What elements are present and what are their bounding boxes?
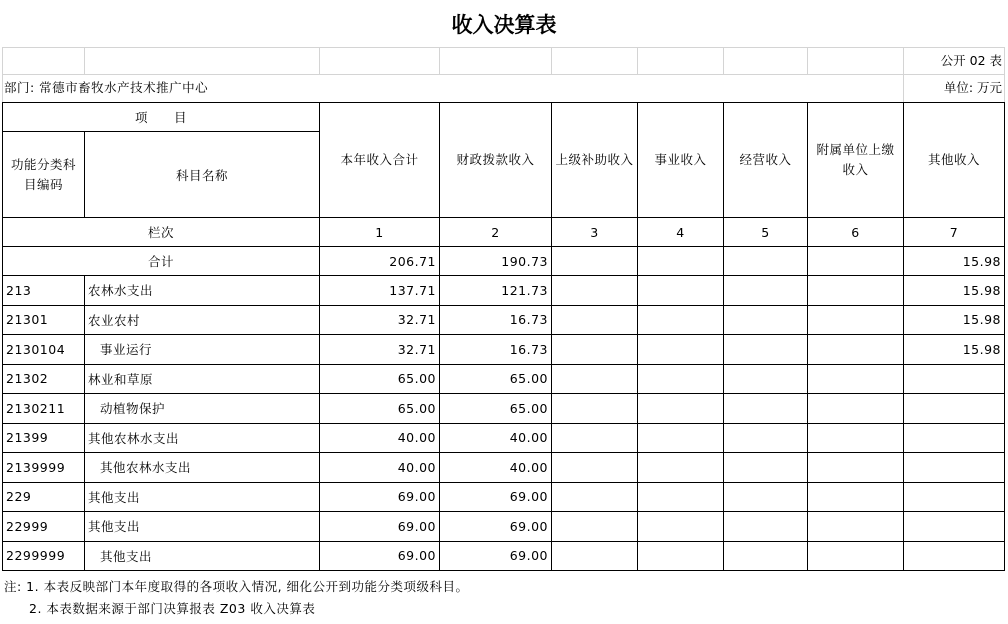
func-code-cell: 2130104 [3,335,85,365]
value-cell [904,453,1005,483]
total-cell [808,247,904,276]
total-row [3,247,1005,276]
col-header: 附属单位上缴收入 [808,103,904,218]
value-cell: 40.00 [440,423,552,453]
footnotes [4,576,469,620]
index-num: 3 [552,218,638,247]
index-row [3,218,1005,247]
value-cell: 40.00 [440,453,552,483]
gridline [637,47,638,74]
footnote-2: 2. 本表数据来源于部门决算报表 Z03 收入决算表 [29,601,316,616]
page-title: 收入决算表 [451,12,557,37]
value-cell: 15.98 [904,335,1005,365]
value-cell [552,512,638,542]
value-cell: 121.73 [440,276,552,306]
table-row [3,394,1005,424]
value-cell [904,541,1005,571]
table-row [3,276,1005,306]
gridline [319,47,320,74]
total-cell: 15.98 [904,247,1005,276]
total-cell: 206.71 [320,247,440,276]
subject-name-cell: 其他农林水支出 [85,423,320,453]
table-row [3,541,1005,571]
table-row [3,423,1005,453]
col-header: 经营收入 [724,103,808,218]
func-code-cell: 213 [3,276,85,306]
value-cell: 69.00 [320,541,440,571]
value-cell: 69.00 [440,512,552,542]
value-cell [724,364,808,394]
table-row [3,453,1005,483]
value-cell: 40.00 [320,453,440,483]
value-cell [638,453,724,483]
value-cell: 65.00 [440,364,552,394]
value-cell [552,541,638,571]
value-cell [904,364,1005,394]
table-row [3,335,1005,365]
value-cell [552,276,638,306]
total-cell [724,247,808,276]
footnote-1: 注: 1. 本表反映部门本年度取得的各项收入情况, 细化公开到功能分类项级科目。 [4,579,469,594]
total-cell: 190.73 [440,247,552,276]
gridline [723,47,724,74]
value-cell [808,305,904,335]
value-cell [724,394,808,424]
subject-name-cell: 事业运行 [85,335,320,365]
value-cell [724,512,808,542]
value-cell [638,276,724,306]
index-num: 2 [440,218,552,247]
value-cell: 69.00 [320,482,440,512]
index-num: 5 [724,218,808,247]
value-cell: 32.71 [320,335,440,365]
func-code-cell: 21302 [3,364,85,394]
value-cell: 15.98 [904,305,1005,335]
value-cell: 137.71 [320,276,440,306]
value-cell [638,305,724,335]
gridline [1004,47,1005,102]
func-code-cell: 21301 [3,305,85,335]
value-cell: 40.00 [320,423,440,453]
value-cell [904,512,1005,542]
col-header: 财政拨款收入 [440,103,552,218]
value-cell [724,482,808,512]
table-row [3,364,1005,394]
func-code-cell: 2139999 [3,453,85,483]
value-cell [724,423,808,453]
value-cell [724,276,808,306]
index-label: 栏次 [3,218,320,247]
value-cell [904,394,1005,424]
gridline [84,47,85,74]
value-cell [552,453,638,483]
value-cell: 15.98 [904,276,1005,306]
gridline [551,47,552,74]
value-cell [638,423,724,453]
value-cell [808,541,904,571]
subject-name-header: 科目名称 [85,132,320,218]
subject-name-cell: 农林水支出 [85,276,320,306]
value-cell: 16.73 [440,305,552,335]
income-table [2,102,1005,571]
index-num: 1 [320,218,440,247]
value-cell: 69.00 [440,541,552,571]
form-number: 公开 02 表 [940,53,1002,68]
total-cell [638,247,724,276]
subject-name-cell: 其他支出 [85,541,320,571]
value-cell [638,541,724,571]
subject-name-cell: 其他支出 [85,512,320,542]
gridline [807,47,808,74]
gridline [2,47,1004,48]
unit-label: 单位: 万元 [943,80,1002,95]
value-cell [552,423,638,453]
func-code-cell: 2299999 [3,541,85,571]
total-label: 合计 [3,247,320,276]
value-cell [808,453,904,483]
table-row [3,305,1005,335]
col-header: 上级补助收入 [552,103,638,218]
subject-name-cell: 其他支出 [85,482,320,512]
table-row [3,482,1005,512]
value-cell: 69.00 [440,482,552,512]
func-code-cell: 22999 [3,512,85,542]
subject-name-cell: 农业农村 [85,305,320,335]
header-row-1 [3,103,1005,132]
subject-name-cell: 其他农林水支出 [85,453,320,483]
value-cell: 65.00 [320,364,440,394]
value-cell [808,335,904,365]
value-cell [808,423,904,453]
value-cell [552,364,638,394]
value-cell: 69.00 [320,512,440,542]
value-cell [808,276,904,306]
col-header: 事业收入 [638,103,724,218]
subject-name-cell: 林业和草原 [85,364,320,394]
department-label: 部门: 常德市畜牧水产技术推广中心 [4,80,209,95]
item-header: 项 目 [3,103,320,132]
value-cell [638,394,724,424]
value-cell [552,335,638,365]
col-header: 本年收入合计 [320,103,440,218]
value-cell: 16.73 [440,335,552,365]
gridline [2,74,1004,75]
value-cell: 65.00 [320,394,440,424]
value-cell [724,453,808,483]
value-cell [808,364,904,394]
value-cell [808,394,904,424]
subject-name-cell: 动植物保护 [85,394,320,424]
value-cell [808,512,904,542]
value-cell [638,482,724,512]
func-code-cell: 21399 [3,423,85,453]
value-cell [552,305,638,335]
value-cell [724,541,808,571]
value-cell [638,364,724,394]
value-cell [638,335,724,365]
value-cell [638,512,724,542]
value-cell: 32.71 [320,305,440,335]
table-row [3,512,1005,542]
gridline [439,47,440,74]
gridline [2,47,3,102]
index-num: 4 [638,218,724,247]
value-cell: 65.00 [440,394,552,424]
func-code-header: 功能分类科目编码 [3,132,85,218]
value-cell [904,423,1005,453]
index-num: 6 [808,218,904,247]
index-num: 7 [904,218,1005,247]
value-cell [808,482,904,512]
func-code-cell: 2130211 [3,394,85,424]
value-cell [904,482,1005,512]
func-code-cell: 229 [3,482,85,512]
gridline [903,47,904,102]
total-cell [552,247,638,276]
value-cell [552,482,638,512]
col-header: 其他收入 [904,103,1005,218]
value-cell [552,394,638,424]
value-cell [724,335,808,365]
value-cell [724,305,808,335]
